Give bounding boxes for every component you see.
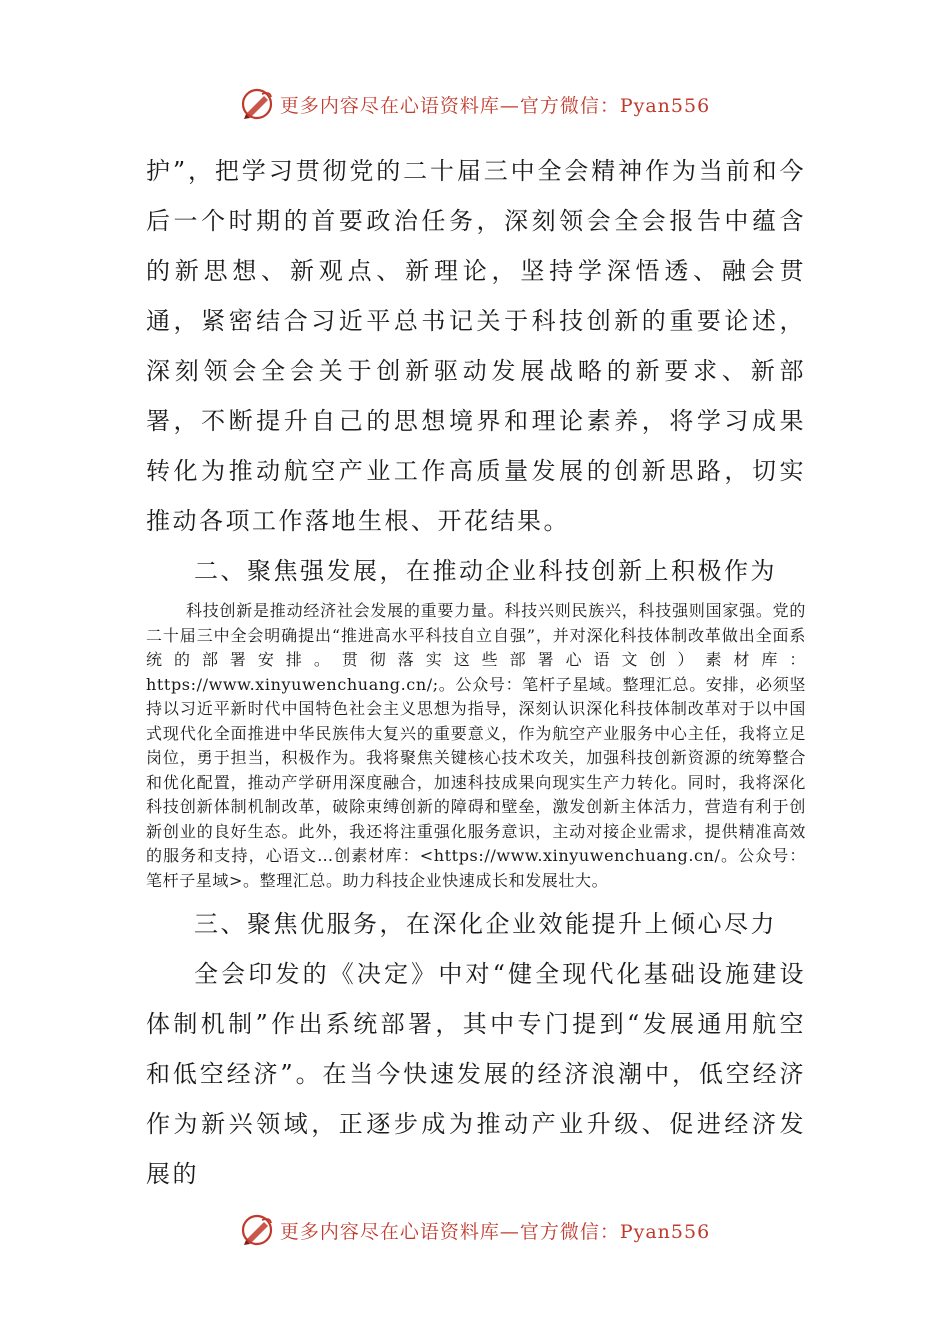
header-banner <box>0 84 950 124</box>
section-heading-2: 二、聚焦强发展，在推动企业科技创新上积极作为 <box>194 557 777 585</box>
document-body <box>146 146 806 1199</box>
paragraph-2: 科技创新是推动经济社会发展的重要力量。科技兴则民族兴，科技强则国家强。党的二十届三中全会明确提出“推进高水平科技自立自强”，并对深化科技体制改革做出全面系统的部署安排。贯彻落实这些部署心语文创）素材库：https://www.xinyuwenchuang.cn/;。公众号：笔杆子星域。整理汇总。安排，必须坚持以习近平新时代中国特色社会主义思想为指导，深刻认识深化科技体制改革对于以中国式现代化全面推进中华民族伟大复兴的重要意义，作为航空产业服务中心主任，我将立足岗位，勇于担当，积极作为。我将聚焦关键核心技术攻关，加强科技创新资源的统筹整合和优化配置，推动产学研用深度融合，加速科技成果向现实生产力转化。同时，我将深化科技创新体制机制改革，破除束缚创新的障碍和壁垒，激发创新主体活力，营造有利于创新创业的良好生态。此外，我还将注重强化服务意识，主动对接企业需求，提供精准高效的服务和支持，心语文…创素材库：<https://www.xinyuwenchuang.cn/。公众号：笔杆子星域>。整理汇总。助力科技企业快速成长和发展壮大。 <box>146 601 806 890</box>
pen-logo-icon <box>240 87 274 121</box>
footer-text: 更多内容尽在心语资料库—官方微信：Pyan556 <box>279 1220 711 1243</box>
section-heading-3: 三、聚焦优服务，在深化企业效能提升上倾心尽力 <box>194 910 777 938</box>
footer-banner <box>0 1210 950 1250</box>
paragraph-3: 全会印发的《决定》中对“健全现代化基础设施建设体制机制”作出系统部署，其中专门提到“发展通用航空和低空经济”。在当今快速发展的经济浪潮中，低空经济作为新兴领域，正逐步成为推动产业升级、促进经济发展的 <box>146 960 806 1188</box>
header-text: 更多内容尽在心语资料库—官方微信：Pyan556 <box>279 94 711 117</box>
paragraph-1: 护”，把学习贯彻党的二十届三中全会精神作为当前和今后一个时期的首要政治任务，深刻领会全会报告中蕴含的新思想、新观点、新理论，坚持学深悟透、融会贯通，紧密结合习近平总书记关于科技创新的重要论述，深刻领会全会关于创新驱动发展战略的新要求、新部署，不断提升自己的思想境界和理论素养，将学习成果转化为推动航空产业工作高质量发展的创新思路，切实推动各项工作落地生根、开花结果。 <box>146 157 806 535</box>
pen-logo-icon <box>240 1213 274 1247</box>
